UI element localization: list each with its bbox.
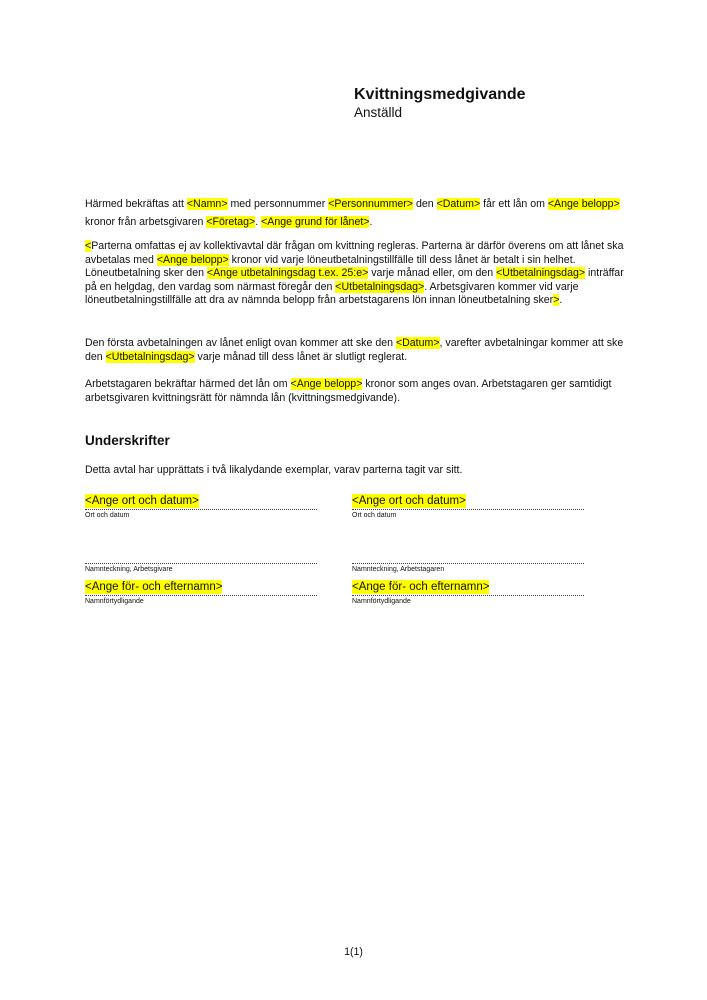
text: varje månad eller, om den <box>368 267 497 280</box>
name-clarification-left[interactable] <box>85 577 317 607</box>
text: , varefter avbetalningar kommer att ske den <box>85 337 624 363</box>
name-left-label: Namnförtydligande <box>85 598 144 605</box>
signature-employee-label: Namnteckning, Arbetstagaren <box>352 566 445 573</box>
text: kronor från arbetsgivaren <box>85 216 207 228</box>
text: med personnummer <box>227 198 329 210</box>
placeholder-close: > <box>553 294 560 307</box>
text: . Arbetsgivaren kommer vid varje löneutbetalningstillfälle att dra av nämnda belopp från arbetstagarens lön innan löneutbetalning sker <box>85 280 579 307</box>
placeholder-amount: <Ange belopp> <box>156 253 229 266</box>
place-date-right[interactable] <box>352 491 584 521</box>
signature-employer[interactable] <box>85 563 317 575</box>
text: Arbetstagaren bekräftar härmed det lån om <box>85 378 291 390</box>
placeholder-payday: <Utbetalningsdag> <box>496 267 586 280</box>
place-date-left[interactable] <box>85 491 317 521</box>
text: . <box>369 216 373 228</box>
placeholder-personal-number: <Personnummer> <box>328 198 413 210</box>
document-subtitle: Anställd <box>354 105 403 120</box>
agreement-paragraph <box>85 240 625 308</box>
name-right-label: Namnförtydligande <box>352 598 411 605</box>
place-date-right-value[interactable]: <Ange ort och datum> <box>352 495 466 507</box>
placeholder-open: < <box>85 240 92 252</box>
text: Parterna omfattas ej av kollektivavtal där frågan om kvittning regleras. Parterna är därför överens om att lånet ska avbetalas med <box>85 240 624 266</box>
placeholder-company: <Företag> <box>206 216 256 228</box>
signature-employer-label: Namnteckning, Arbetsgivare <box>85 566 173 573</box>
signatures-intro: Detta avtal har upprättats i två likalydande exemplar, varav parterna tagit var sitt. <box>85 464 463 476</box>
name-clarification-right[interactable] <box>352 577 584 607</box>
placeholder-payday: <Utbetalningsdag> <box>105 350 195 363</box>
placeholder-amount: <Ange belopp> <box>547 198 620 210</box>
placeholder-payday: <Utbetalningsdag> <box>335 280 425 293</box>
text: . <box>559 294 563 307</box>
page-number: 1(1) <box>344 946 363 958</box>
signatures-heading: Underskrifter <box>85 433 170 448</box>
text: . <box>255 216 262 228</box>
placeholder-date: <Datum> <box>395 337 440 349</box>
name-left-value[interactable]: <Ange för- och efternamn> <box>85 581 223 593</box>
text: kronor vid varje löneutbetalningstillfälle till dess lånet är betalt i sin helhet. Löneutbetalning sker den <box>85 253 576 280</box>
name-right-value[interactable]: <Ange för- och efternamn> <box>352 581 490 593</box>
text: kronor som anges ovan. Arbetstagaren ger samtidigt arbetsgivaren kvittningsrätt för nämnda lån (kvittningsmedgivande). <box>85 378 612 404</box>
place-date-left-value[interactable]: <Ange ort och datum> <box>85 495 199 507</box>
signature-line[interactable] <box>85 563 317 564</box>
text: får ett lån om <box>480 198 548 210</box>
signature-employee[interactable] <box>352 563 584 575</box>
first-payment-paragraph <box>85 337 625 364</box>
placeholder-loan-reason: <Ange grund för lånet> <box>261 216 370 228</box>
placeholder-date: <Datum> <box>436 198 481 210</box>
text: Den första avbetalningen av lånet enligt ovan kommer att ske den <box>85 337 396 349</box>
place-date-right-label: Ort och datum <box>352 512 397 519</box>
placeholder-name: <Namn> <box>186 198 228 210</box>
text: inträffar på en helgdag, den vardag som närmast föregår den <box>85 267 624 293</box>
text: Härmed bekräftas att <box>85 198 187 210</box>
confirmation-paragraph <box>85 378 625 405</box>
placeholder-payday: <Ange utbetalningsdag t.ex. 25:e> <box>206 267 369 280</box>
placeholder-amount: <Ange belopp> <box>290 378 363 390</box>
text: varje månad till dess lånet är slutligt reglerat. <box>194 350 408 363</box>
intro-paragraph <box>85 195 625 231</box>
document-title: Kvittningsmedgivande <box>354 86 526 103</box>
place-date-left-label: Ort och datum <box>85 512 130 519</box>
signature-line[interactable] <box>352 563 584 564</box>
text: den <box>413 198 437 210</box>
